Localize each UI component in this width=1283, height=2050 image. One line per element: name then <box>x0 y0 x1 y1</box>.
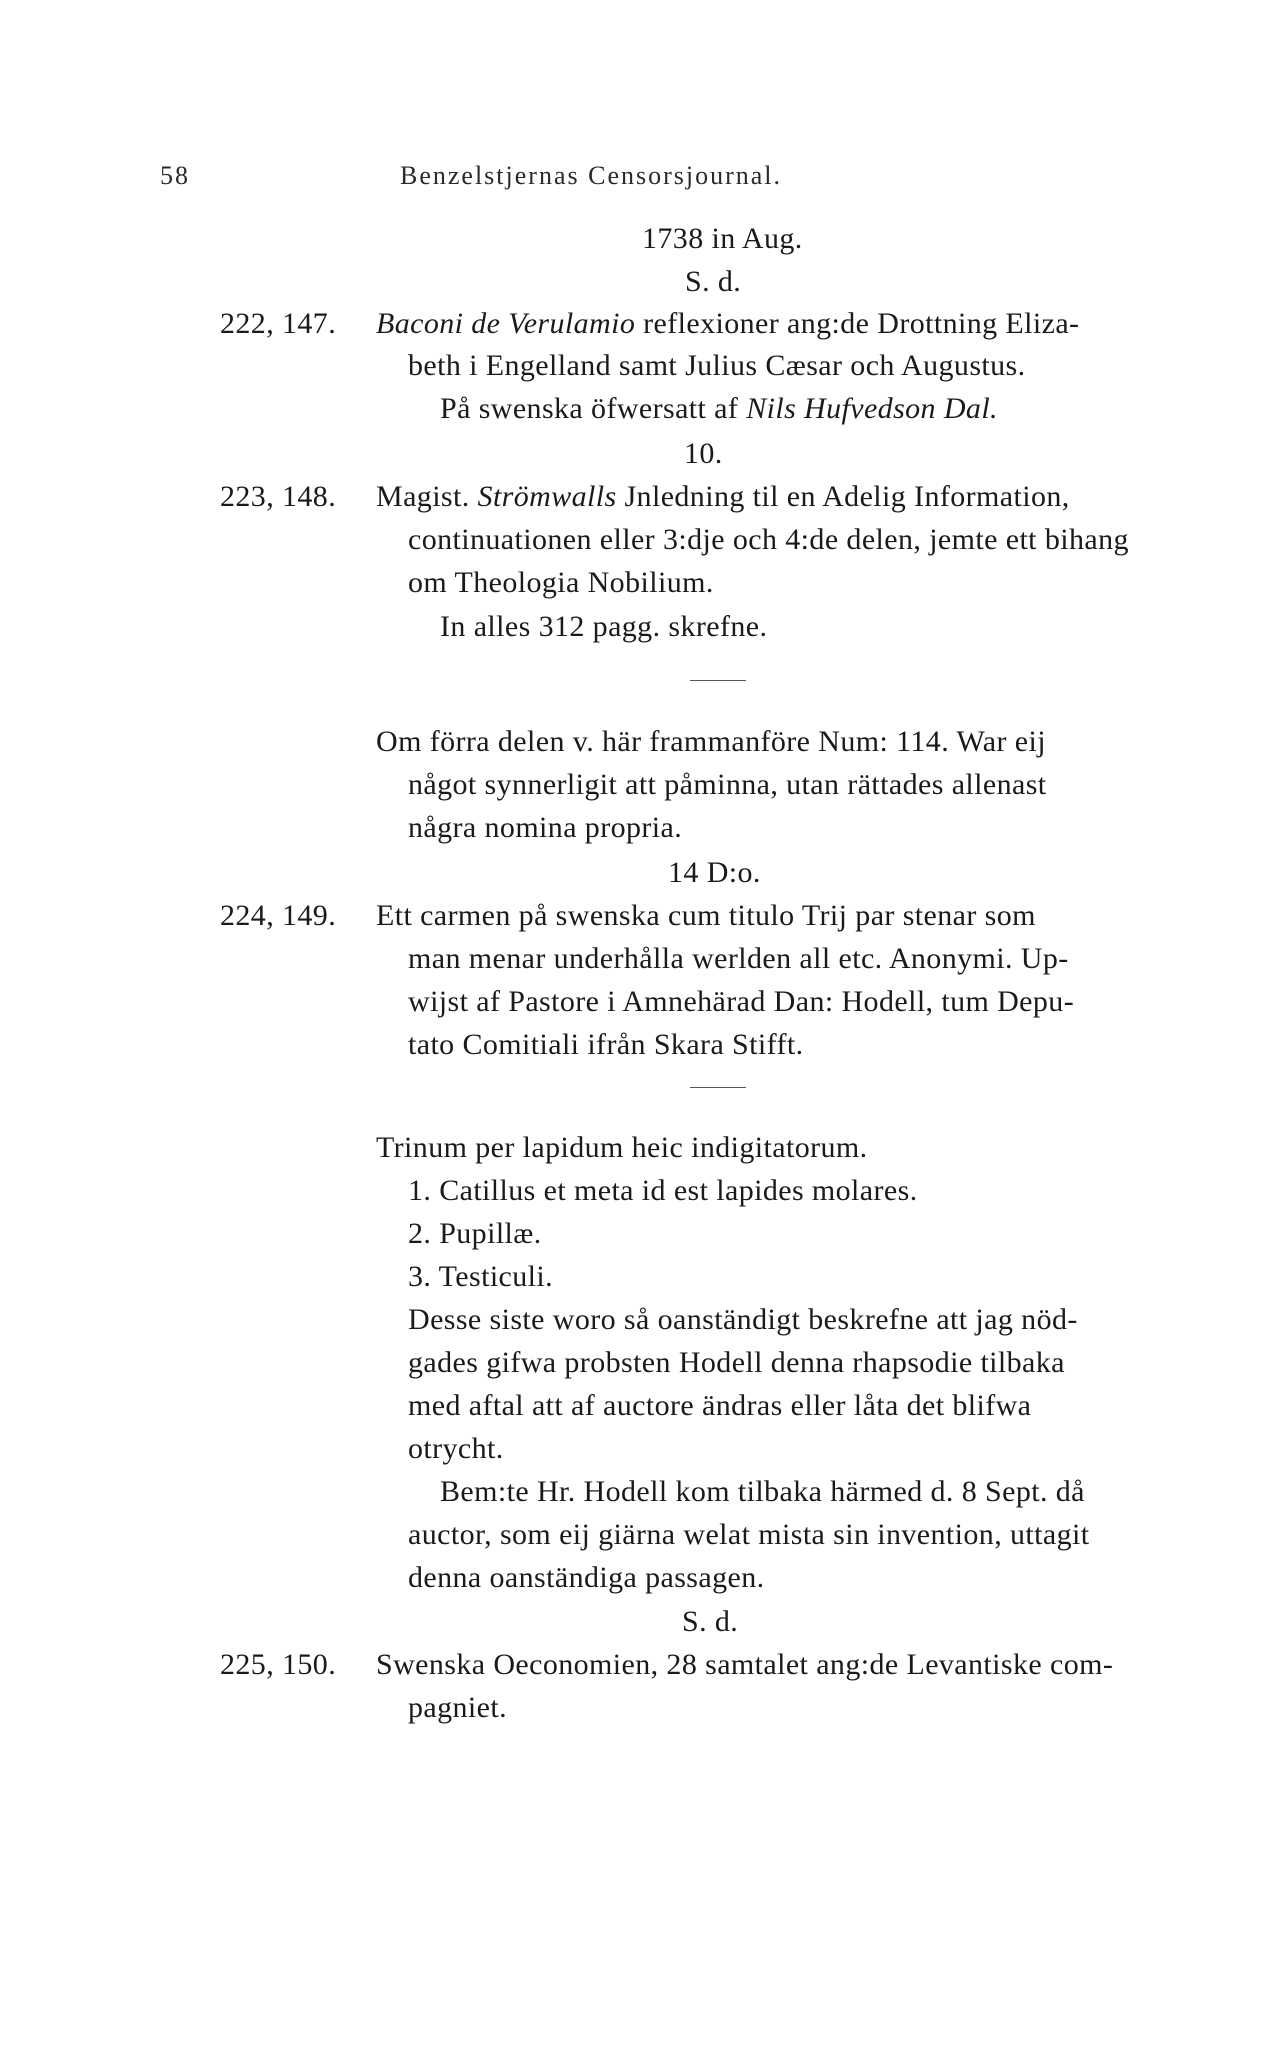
paragraph2-line2: auctor, som eij giärna welat mista sin invention, uttagit <box>408 1518 1090 1551</box>
trinum-item-2: 2. Pupillæ. <box>408 1217 542 1250</box>
section-divider-2 <box>690 1087 746 1088</box>
date-10: 10. <box>684 437 723 470</box>
entry-222-translation <box>440 390 998 428</box>
running-title: Benzelstjernas Censorsjournal. <box>400 161 783 190</box>
paragraph1-line3: med aftal att af auctore ändras eller låta det blifwa <box>408 1389 1032 1422</box>
entry-223-prefix: Magist. <box>376 480 478 513</box>
note-line3: några nomina propria. <box>408 811 683 844</box>
paragraph2-line1: Bem:te Hr. Hodell kom tilbaka härmed d. 8 Sept. då <box>440 1475 1085 1508</box>
entry-225-line2: pagniet. <box>408 1691 508 1724</box>
trinum-heading: Trinum per lapidum heic indigitatorum. <box>376 1131 868 1164</box>
same-date: S. d. <box>685 265 742 298</box>
entry-223-author: Strömwalls <box>477 480 617 513</box>
entry-224-line2: man menar underhålla werlden all etc. Anonymi. Up- <box>408 942 1069 975</box>
entry-224-line1: Ett carmen på swenska cum titulo Trij par stenar som <box>376 899 1036 932</box>
note-line2: något synnerligit att påminna, utan rättades allenast <box>408 768 1047 801</box>
entry-225-line1: Swenska Oeconomien, 28 samtalet ang:de Levantiske com- <box>376 1648 1114 1681</box>
note-line1: Om förra delen v. här frammanföre Num: 114. War eij <box>376 725 1046 758</box>
entry-223-line2: continuationen eller 3:dje och 4:de delen, jemte ett bihang <box>408 523 1129 556</box>
trinum-item-3: 3. Testiculi. <box>408 1260 554 1293</box>
entry-224-line3: wijst af Pastore i Amnehärad Dan: Hodell, tum Depu- <box>408 985 1075 1018</box>
date-heading: 1738 in Aug. <box>642 222 803 255</box>
entry-number-225: 225, 150. <box>220 1648 337 1681</box>
paragraph1-line4: otrycht. <box>408 1432 504 1465</box>
entry-number-224: 224, 149. <box>220 899 337 932</box>
entry-223-text1: Jnledning til en Adelig Information, <box>616 480 1070 513</box>
entry-number-223: 223, 148. <box>220 480 337 513</box>
entry-222-text1: reflexioner ang:de Drottning Eliza- <box>635 307 1080 340</box>
entry-223-line3: om Theologia Nobilium. <box>408 566 714 599</box>
date-14: 14 D:o. <box>668 856 761 889</box>
paragraph2-line3: denna oanständiga passagen. <box>408 1561 765 1594</box>
same-date-2: S. d. <box>682 1605 739 1638</box>
entry-223-line1 <box>376 478 1070 516</box>
entry-222-line2: beth i Engelland samt Julius Cæsar och Augustus. <box>408 349 1026 382</box>
paragraph1-line2: gades gifwa probsten Hodell denna rhapsodie tilbaka <box>408 1346 1065 1379</box>
paragraph1-line1: Desse siste woro så oanständigt beskrefne att jag nöd- <box>408 1303 1078 1336</box>
section-divider <box>690 680 746 681</box>
entry-224-line4: tato Comitiali ifrån Skara Stifft. <box>408 1028 804 1061</box>
entry-number-222: 222, 147. <box>220 307 337 340</box>
trinum-item-1: 1. Catillus et meta id est lapides molares. <box>408 1174 918 1207</box>
entry-223-pages: In alles 312 pagg. skrefne. <box>440 610 768 643</box>
page-number: 58 <box>160 161 190 190</box>
translator-name: Nils Hufvedson Dal. <box>746 392 998 425</box>
entry-222-line1 <box>376 305 1079 343</box>
entry-222-title: Baconi de Verulamio <box>376 307 636 340</box>
translation-prefix: På swenska öfwersatt af <box>440 392 747 425</box>
